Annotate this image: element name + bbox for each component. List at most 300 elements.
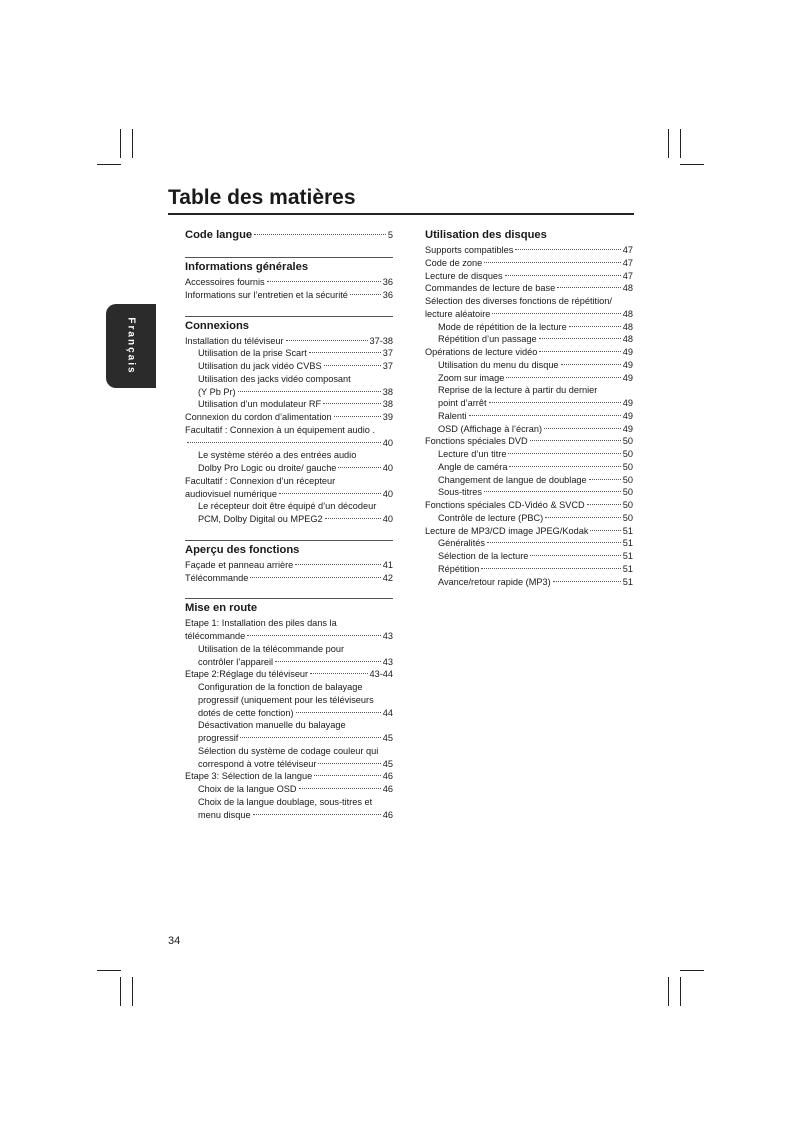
toc-entry-page: 48 <box>622 283 633 294</box>
toc-entry <box>185 500 393 526</box>
toc-entry-page: 51 <box>622 525 633 536</box>
toc-entry-line: Accessoires fournis <box>185 277 265 287</box>
toc-entry-last-line <box>198 462 393 475</box>
dot-leader <box>506 377 620 378</box>
toc-entry-last-line <box>185 289 393 302</box>
toc-entry-last-line <box>185 572 393 585</box>
dot-leader <box>334 416 381 417</box>
toc-entry-last-line <box>425 435 633 448</box>
dot-leader <box>492 313 620 314</box>
dot-leader <box>314 775 381 776</box>
toc-entry <box>425 282 633 295</box>
toc-entry-page: 50 <box>622 449 633 459</box>
toc-entry-last-line <box>185 276 393 289</box>
toc-entry-line: Choix de la langue OSD <box>198 784 297 794</box>
dot-leader <box>323 403 381 404</box>
toc-entry <box>425 346 633 359</box>
section-heading-text: Utilisation des disques <box>425 229 547 241</box>
toc-entry-text <box>198 745 393 771</box>
toc-entry-last-line <box>185 770 393 783</box>
toc-entry-text <box>198 449 393 475</box>
toc-entry-line: progressif <box>198 733 239 743</box>
toc-entry-line: Facultatif : Connexion à un équipement audio . <box>185 424 375 435</box>
toc-entry <box>185 289 393 302</box>
dot-leader <box>484 491 621 492</box>
toc-entry-line: point d’arrêt <box>438 398 487 408</box>
toc-entry <box>185 796 393 822</box>
toc-entry <box>185 347 393 360</box>
toc-entry-last-line <box>425 244 633 257</box>
toc-entry-line: menu disque <box>198 809 251 820</box>
dot-leader <box>589 479 621 480</box>
dot-leader <box>590 530 620 531</box>
toc-entry <box>425 423 633 436</box>
toc-entry-last-line <box>198 732 393 745</box>
title-rule <box>168 213 634 215</box>
toc-entry-page: 40 <box>382 514 393 524</box>
toc-entry-last-line <box>185 411 393 424</box>
toc-entry-last-line <box>438 321 633 334</box>
toc-entry-last-line <box>185 437 393 450</box>
toc-entry-page: 39 <box>382 412 393 422</box>
toc-section <box>185 598 393 821</box>
toc-entry-line: Commandes de lecture de base <box>425 283 556 294</box>
toc-entry-page: 46 <box>382 784 393 794</box>
toc-entry-text <box>425 282 633 295</box>
toc-entry-line: Répétition <box>438 563 480 574</box>
toc-entry-last-line <box>438 397 633 410</box>
toc-entry-line: Zoom sur image <box>438 372 505 383</box>
toc-entry-last-line <box>438 448 633 461</box>
toc-entry-text <box>198 783 393 796</box>
toc-entry-page: 43-44 <box>369 669 393 680</box>
toc-entry-page: 36 <box>382 289 393 300</box>
toc-entry-line: Dolby Pro Logic ou droite/ gauche <box>198 463 337 473</box>
toc-entry-text <box>438 563 633 576</box>
toc-entry-page: 51 <box>622 563 633 574</box>
toc-entry <box>425 486 633 499</box>
section-heading <box>185 257 393 275</box>
toc-entry <box>185 719 393 745</box>
toc-entry-text <box>425 435 633 448</box>
toc-entry-text <box>198 360 393 373</box>
dot-leader <box>325 518 381 519</box>
toc-entry <box>425 333 633 346</box>
toc-entry-page: 50 <box>622 474 633 485</box>
toc-entry-last-line <box>425 270 633 283</box>
toc-entry-last-line <box>185 668 393 681</box>
dot-leader <box>275 661 381 662</box>
toc-entry-last-line <box>438 486 633 499</box>
toc-entry-page: 37 <box>382 348 393 359</box>
toc-entry-line: Code de zone <box>425 257 483 268</box>
toc-entry-text <box>185 276 393 289</box>
dot-leader <box>309 352 381 353</box>
toc-entry-page: 46 <box>382 771 393 782</box>
toc-entry-page: 36 <box>382 277 393 287</box>
toc-entry-line: Utilisation des jacks vidéo composant <box>198 373 351 384</box>
toc-entry-line: Ralenti <box>438 410 467 421</box>
toc-entry-line: Connexion du cordon d’alimentation <box>185 412 332 422</box>
toc-entry-text <box>198 500 393 526</box>
toc-entry <box>185 745 393 771</box>
toc-entry-text <box>425 257 633 270</box>
dot-leader <box>505 275 621 276</box>
section-heading-text: Code langue <box>185 229 253 241</box>
toc-entry-line: Etape 3: Sélection de la langue <box>185 771 313 782</box>
dot-leader <box>481 568 620 569</box>
toc-entry-last-line <box>438 512 633 525</box>
toc-entry-line: progressif (uniquement pour les téléviseurs <box>198 694 374 705</box>
toc-entry <box>425 384 633 410</box>
toc-entry-line: Utilisation du jack vidéo CVBS <box>198 361 322 371</box>
toc-section <box>185 316 393 526</box>
toc-entry-last-line <box>198 398 393 411</box>
section-heading-line <box>185 228 393 243</box>
toc-entry-line: Facultatif : Connexion d’un récepteur <box>185 475 336 486</box>
toc-entry-line: Lecture d’un titre <box>438 449 507 459</box>
toc-entry-page: 47 <box>622 257 633 268</box>
dot-leader <box>250 577 380 578</box>
dot-leader <box>240 737 380 738</box>
toc-entry-text <box>438 423 633 436</box>
toc-entry-line: (Y Pb Pr) <box>198 386 236 397</box>
toc-entry-text <box>438 461 633 474</box>
toc-entry <box>425 499 633 512</box>
toc-entry-text <box>425 499 633 512</box>
toc-entry-line: Lecture de disques <box>425 270 503 281</box>
dot-leader <box>539 338 621 339</box>
section-heading-text: Connexions <box>185 319 250 332</box>
toc-entry-page: 40 <box>382 488 393 499</box>
toc-entry-page: 43 <box>382 631 393 641</box>
toc-entry-page: 44 <box>382 707 393 718</box>
section-heading <box>185 540 393 558</box>
dot-leader <box>557 287 621 288</box>
toc-entry <box>185 411 393 424</box>
section-heading-line <box>185 319 393 334</box>
toc-entry-line: Utilisation de la prise Scart <box>198 348 307 359</box>
toc-left-column <box>185 226 393 835</box>
toc-entry-last-line <box>198 386 393 399</box>
toc-entry-line: Sélection des diverses fonctions de répétition/ <box>425 296 612 306</box>
toc-entry-last-line <box>198 707 393 720</box>
toc-entry-last-line <box>438 563 633 576</box>
toc-entry-text <box>198 719 393 745</box>
toc-entry-page: 49 <box>622 359 633 370</box>
toc-entry-text <box>185 424 393 450</box>
toc-entry-last-line <box>425 499 633 512</box>
toc-entry <box>185 681 393 719</box>
toc-entry-line: Fonctions spéciales CD-Vidéo & SVCD <box>425 500 585 510</box>
dot-leader <box>515 249 620 250</box>
toc-entry <box>425 244 633 257</box>
toc-entry <box>185 360 393 373</box>
toc-entry <box>425 550 633 563</box>
toc-entry <box>425 537 633 550</box>
toc-entry-line: Contrôle de lecture (PBC) <box>438 512 544 523</box>
toc-entry-last-line <box>185 488 393 501</box>
toc-entry-line: dotés de cette fonction) <box>198 707 294 718</box>
dot-leader <box>286 340 368 341</box>
toc-entry-last-line <box>185 630 393 643</box>
toc-entry-line: Façade et panneau arrière <box>185 559 294 570</box>
toc-entry-text <box>438 384 633 410</box>
toc-entry-text <box>425 525 633 538</box>
toc-section <box>185 257 393 302</box>
dot-leader <box>338 467 380 468</box>
toc-entry <box>185 668 393 681</box>
toc-entry-text <box>425 270 633 283</box>
toc-entry-last-line <box>438 359 633 372</box>
toc-entry <box>185 559 393 572</box>
toc-entry-line: Sélection de la lecture <box>438 551 529 561</box>
section-heading-text: Aperçu des fonctions <box>185 543 300 556</box>
toc-entry-line: Etape 1: Installation des piles dans la <box>185 618 337 629</box>
toc-entry <box>425 435 633 448</box>
toc-entry-line: Désactivation manuelle du balayage <box>198 720 346 731</box>
section-heading-page: 5 <box>387 230 393 240</box>
toc-entry-text <box>438 321 633 334</box>
toc-entry-last-line <box>425 257 633 270</box>
section-heading <box>185 598 393 616</box>
dot-leader <box>544 428 621 429</box>
toc-entry <box>185 424 393 450</box>
toc-entry-page: 49 <box>622 423 633 434</box>
toc-entry-text <box>185 668 393 681</box>
toc-entry-last-line <box>185 335 393 348</box>
toc-entry <box>185 643 393 669</box>
toc-entry-line: Supports compatibles <box>425 245 514 255</box>
toc-section <box>185 226 393 243</box>
toc-entry-line: Le système stéréo a des entrées audio <box>198 450 357 461</box>
dot-leader <box>509 466 620 467</box>
toc-entry-text <box>185 335 393 348</box>
toc-entry-last-line <box>198 513 393 526</box>
toc-entry-last-line <box>438 372 633 385</box>
toc-entry-page: 51 <box>622 551 633 561</box>
toc-entry-last-line <box>425 346 633 359</box>
dot-leader <box>530 440 621 441</box>
dot-leader <box>508 453 620 454</box>
toc-entry-line: Fonctions spéciales DVD <box>425 436 528 447</box>
toc-entry <box>425 576 633 589</box>
toc-entry-page: 45 <box>382 733 393 743</box>
toc-entry-last-line <box>198 347 393 360</box>
toc-entry-last-line <box>438 333 633 346</box>
toc-entry-last-line <box>438 550 633 563</box>
section-heading-line <box>185 543 393 558</box>
toc-entry <box>425 410 633 423</box>
dot-leader <box>587 504 621 505</box>
toc-entry <box>425 257 633 270</box>
dot-leader <box>469 415 621 416</box>
toc-entry-text <box>438 333 633 346</box>
dot-leader <box>238 391 381 392</box>
toc-entry-line: Installation du téléviseur <box>185 335 284 346</box>
toc-entry-last-line <box>198 783 393 796</box>
toc-entry-text <box>438 372 633 385</box>
toc-entry-text <box>438 512 633 525</box>
toc-entry-text <box>198 373 393 399</box>
toc-entry-last-line <box>185 559 393 572</box>
dot-leader <box>487 542 621 543</box>
toc-entry-line: Utilisation de la télécommande pour <box>198 643 345 654</box>
section-heading-text: Mise en route <box>185 602 258 615</box>
dot-leader <box>545 517 621 518</box>
section-heading <box>425 226 633 243</box>
section-heading-text: Informations générales <box>185 261 309 273</box>
toc-entry-line: OSD (Affichage à l’écran) <box>438 423 543 434</box>
toc-entry-page: 40 <box>382 437 393 448</box>
toc-entry <box>185 373 393 399</box>
toc-entry-last-line <box>438 537 633 550</box>
toc-entry-line: Utilisation du menu du disque <box>438 359 559 370</box>
toc-entry-text <box>425 346 633 359</box>
toc-entry-line: lecture aléatoire <box>425 308 491 319</box>
toc-entry-last-line <box>438 474 633 487</box>
toc-entry-page: 50 <box>622 436 633 447</box>
toc-entry-page: 50 <box>622 512 633 523</box>
toc-entry <box>425 461 633 474</box>
dot-leader <box>267 281 381 282</box>
dot-leader <box>247 635 381 636</box>
toc-entry-page: 50 <box>622 461 633 472</box>
toc-entry <box>185 449 393 475</box>
toc-entry-page: 49 <box>622 398 633 408</box>
toc-entry <box>185 335 393 348</box>
dot-leader <box>279 493 381 494</box>
toc-entry-text <box>438 448 633 461</box>
toc-entry-text <box>438 410 633 423</box>
toc-entry-line: Répétition d’un passage <box>438 334 537 345</box>
toc-entry-text <box>198 643 393 669</box>
toc-entry-line: Mode de répétition de la lecture <box>438 321 567 332</box>
toc-entry-text <box>198 796 393 822</box>
toc-entry-line: contrôler l’appareil <box>198 656 274 667</box>
toc-entry-line: Généralités <box>438 538 485 549</box>
toc-entry-line: Télécommande <box>185 572 249 583</box>
dot-leader <box>187 442 381 443</box>
page-title: Table des matières <box>168 186 356 209</box>
toc-entry-line: Le récepteur doit être équipé d’un décodeur <box>198 501 377 512</box>
toc-entry <box>425 563 633 576</box>
toc-entry-last-line <box>198 656 393 669</box>
toc-entry-line: Etape 2:Réglage du téléviseur <box>185 669 309 680</box>
toc-entry-page: 49 <box>622 372 633 383</box>
toc-entry-text <box>185 572 393 585</box>
toc-entry-line: Configuration de la fonction de balayage <box>198 682 363 692</box>
toc-entry-page: 49 <box>622 410 633 421</box>
dot-leader <box>299 788 381 789</box>
toc-entry <box>185 572 393 585</box>
toc-entry-page: 48 <box>622 334 633 345</box>
dot-leader <box>295 564 380 565</box>
toc-entry-last-line <box>425 308 633 321</box>
toc-entry <box>185 276 393 289</box>
toc-entry-line: Angle de caméra <box>438 461 508 472</box>
toc-entry-text <box>425 244 633 257</box>
toc-entry-last-line <box>438 423 633 436</box>
toc-entry-page: 38 <box>382 399 393 410</box>
toc-entry-line: PCM, Dolby Digital ou MPEG2 <box>198 514 323 524</box>
toc-entry-last-line <box>198 360 393 373</box>
toc-entry-page: 41 <box>382 559 393 570</box>
dot-leader <box>296 712 381 713</box>
toc-entry <box>185 770 393 783</box>
toc-entry-page: 51 <box>622 576 633 587</box>
toc-entry-last-line <box>198 758 393 771</box>
toc-entry-page: 45 <box>382 758 393 769</box>
dot-leader <box>553 581 621 582</box>
toc-entry-text <box>438 537 633 550</box>
section-heading-line <box>185 601 393 616</box>
toc-entry <box>185 398 393 411</box>
language-side-tab-label: Français <box>125 317 137 375</box>
toc-entry-line: Sous-titres <box>438 487 482 498</box>
toc-entry-line: audiovisuel numérique <box>185 488 277 499</box>
toc-entry-page: 47 <box>622 270 633 281</box>
toc-entry-page: 50 <box>622 487 633 498</box>
dot-leader <box>484 262 621 263</box>
toc-entry <box>425 270 633 283</box>
toc-entry-page: 37 <box>382 361 393 371</box>
toc-entry-line: correspond à votre téléviseur <box>198 758 317 769</box>
toc-entry-text <box>185 411 393 424</box>
toc-entry-page: 47 <box>622 245 633 255</box>
toc-entry <box>425 448 633 461</box>
toc-entry-text <box>185 770 393 783</box>
toc-entry-line: Opérations de lecture vidéo <box>425 347 538 357</box>
toc-entry-line: Lecture de MP3/CD image JPEG/Kodak <box>425 525 589 536</box>
toc-entry-last-line <box>198 809 393 822</box>
section-heading-line <box>425 228 633 243</box>
toc-entry-text <box>438 576 633 589</box>
dot-leader <box>254 234 386 235</box>
toc-entry-last-line <box>425 525 633 538</box>
toc-section <box>425 226 633 588</box>
toc-entry-page: 38 <box>382 386 393 397</box>
toc-entry-last-line <box>438 410 633 423</box>
dot-leader <box>324 365 381 366</box>
toc-entry-text <box>198 398 393 411</box>
toc-entry-text <box>198 347 393 360</box>
dot-leader <box>539 351 620 352</box>
toc-entry-last-line <box>438 576 633 589</box>
toc-entry-text <box>438 359 633 372</box>
section-heading-line <box>185 260 393 275</box>
toc-entry-last-line <box>438 461 633 474</box>
dot-leader <box>310 673 367 674</box>
toc-entry-page: 50 <box>622 500 633 510</box>
toc-entry-page: 40 <box>382 463 393 473</box>
dot-leader <box>253 814 381 815</box>
toc-entry-line: Reprise de la lecture à partir du dernier <box>438 385 598 396</box>
toc-entry <box>425 359 633 372</box>
toc-entry-line: Avance/retour rapide (MP3) <box>438 576 551 587</box>
toc-entry-text <box>425 295 633 321</box>
toc-entry-page: 51 <box>622 538 633 549</box>
section-heading <box>185 226 393 243</box>
toc-entry <box>425 295 633 321</box>
toc-entry <box>425 474 633 487</box>
dot-leader <box>569 326 621 327</box>
toc-entry-page: 49 <box>622 347 633 357</box>
toc-entry-line: Sélection du système de codage couleur qui <box>198 745 379 756</box>
page-number: 34 <box>168 935 181 947</box>
toc-entry <box>425 321 633 334</box>
toc-entry-text <box>185 289 393 302</box>
